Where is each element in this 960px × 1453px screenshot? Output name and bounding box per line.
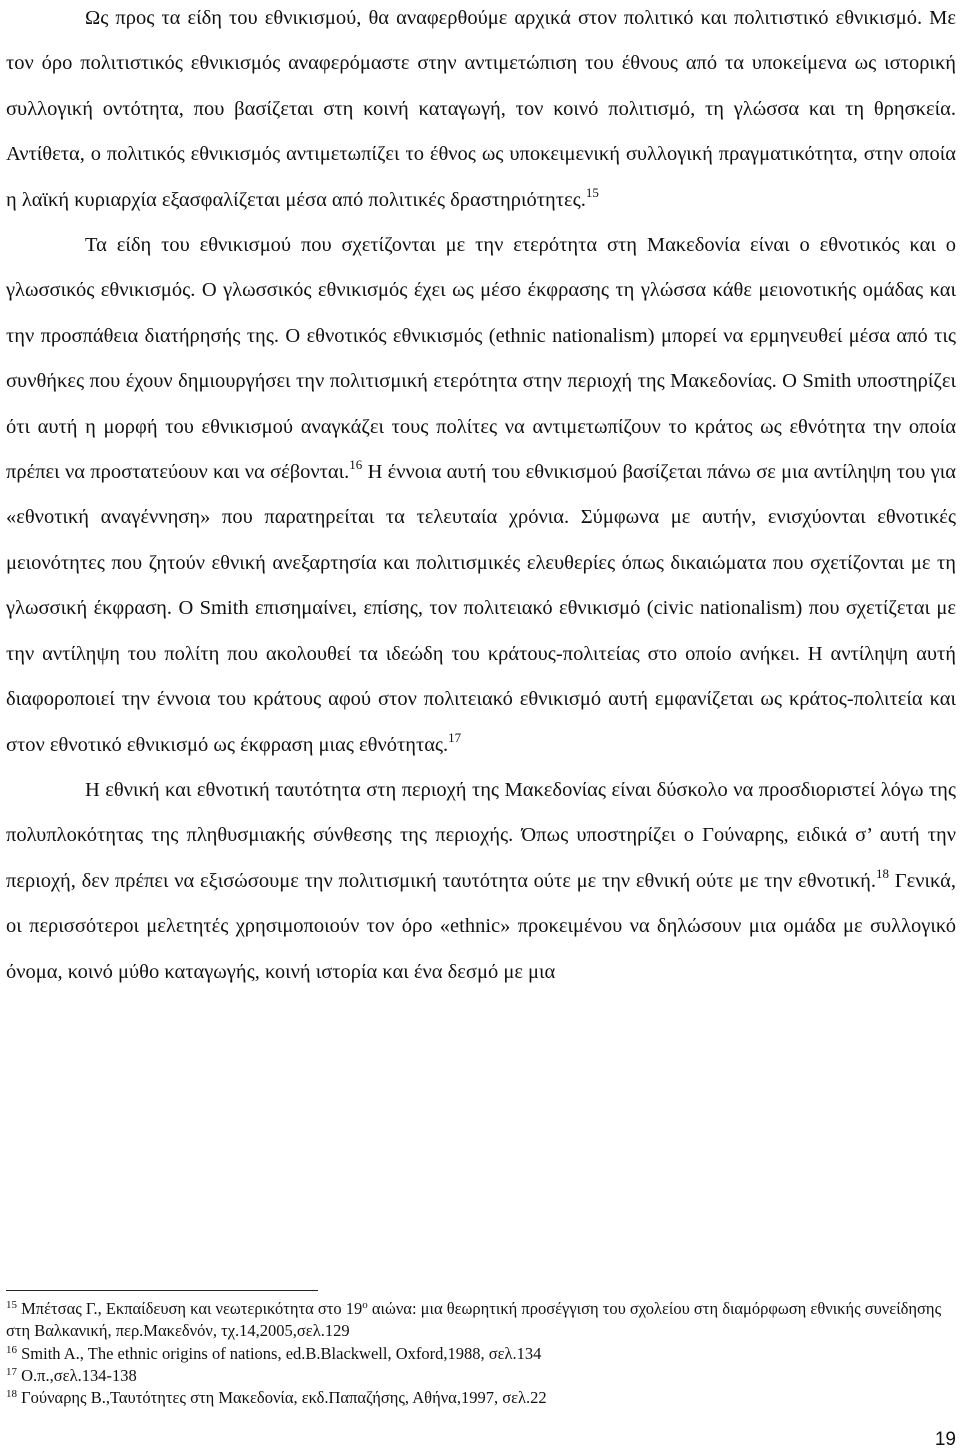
ordinal-superscript: ο	[362, 1299, 368, 1311]
footnote-number: 17	[6, 1365, 17, 1378]
paragraph-2-text-a: Τα είδη του εθνικισμού που σχετίζονται με την ετερότητα στη Μακεδονία είναι ο εθνοτικός και ο γλωσσικός εθνικισμός. Ο γλωσσικός εθνικισμός έχει ως μέσο έκφρασης τη γλώσσα κάθε μειονοτικής ομάδας και την προσπάθεια διατήρησής της. Ο εθνοτικός εθνικισμός (ethnic nationalism) μπορεί να ερμηνευθεί μέσα από τις συνθήκες που έχουν δημιουργήσει την πολιτισμική ετερότητα στην περιοχή της Μακεδονίας. Ο Smith υποστηρίζει ότι αυτή η μορφή του εθνικισμού αναγκάζει τους πολίτες να αντιμετωπίζουν το κράτος ως εθνότητα την οποία πρέπει να προστατεύουν και να σέβονται.	[6, 234, 956, 484]
footnote-separator	[6, 1290, 318, 1291]
document-page	[6, 0, 956, 995]
footnote-18	[6, 1387, 951, 1409]
paragraph-3-text-b: Γενικά, οι περισσότεροι μελετητές χρησιμοποιούν τον όρο «ethnic» προκειμένου να δηλώσουν μια ομάδα με συλλογικό όνομα, κοινό μύθο καταγωγής, κοινή ιστορία και ένα δεσμό με μια	[6, 869, 956, 983]
footnote-16	[6, 1343, 951, 1365]
footnote-number: 15	[6, 1299, 17, 1311]
footnote-text: αιώνα: μια θεωρητική προσέγγιση του σχολείου στη διαμόρφωση εθνικής συνείδησης στη Βαλκανική, περ.Μακεδνόν, τχ.14,2005,σελ.129	[6, 1299, 942, 1341]
footnote-ref-16[interactable]: 16	[349, 457, 363, 473]
footnote-ref-15[interactable]: 15	[585, 184, 599, 200]
footnote-number: 16	[6, 1343, 17, 1356]
footnote-text: Γούναρης Β.,Ταυτότητες στη Μακεδονία, εκδ.Παπαζήσης, Αθήνα,1997, σελ.22	[17, 1388, 547, 1408]
footnote-15	[6, 1298, 951, 1343]
footnote-ref-17[interactable]: 17	[448, 729, 462, 745]
page-number: 19	[934, 1429, 956, 1450]
footnote-ref-18[interactable]: 18	[876, 865, 890, 881]
paragraph-1-text: Ως προς τα είδη του εθνικισμού, θα αναφερθούμε αρχικά στον πολιτικό και πολιτιστικό εθνικισμό. Με τον όρο πολιτιστικός εθνικισμός αναφερόμαστε στην αντιμετώπιση του έθνους από τα υποκείμενα ως ιστορική συλλογική οντότητα, που βασίζεται στη κοινή καταγωγή, τον κοινό πολιτισμό, τη γλώσσα και τη θρησκεία. Αντίθετα, ο πολιτικός εθνικισμός αντιμετωπίζει το έθνος ως υποκειμενική συλλογική πραγματικότητα, στην οποία η λαϊκή κυριαρχία εξασφαλίζεται μέσα από πολιτικές δραστηριότητες.	[6, 7, 956, 211]
paragraph-3	[6, 768, 956, 995]
paragraph-2-text-b: Η έννοια αυτή του εθνικισμού βασίζεται πάνω σε μια αντίληψη του για «εθνοτική αναγέννηση» που παρατηρείται τα τελευταία χρόνια. Σύμφωνα με αυτήν, ενισχύονται εθνοτικές μειονότητες που ζητούν εθνική ανεξαρτησία και πολιτισμικές ελευθερίες όπως δικαιώματα που σχετίζονται με τη γλωσσική έκφραση. Ο Smith επισημαίνει, επίσης, τον πολιτειακό εθνικισμό (civic nationalism) που σχετίζεται με την αντίληψη του πολίτη που ακολουθεί τα ιδεώδη του κράτους-πολιτείας στο οποίο ανήκει. Η αντίληψη αυτή διαφοροποιεί την έννοια του κράτους αφού στον πολιτειακό εθνικισμό αυτή εμφανίζεται ως κράτος-πολιτεία και στον εθνοτικό εθνικισμό ως έκφραση μιας εθνότητας.	[6, 461, 956, 756]
footnote-number: 18	[6, 1388, 17, 1401]
paragraph-1	[6, 0, 956, 223]
paragraph-2	[6, 223, 956, 768]
footnote-17	[6, 1365, 951, 1387]
paragraph-3-text-a: Η εθνική και εθνοτική ταυτότητα στη περιοχή της Μακεδονίας είναι δύσκολο να προσδιοριστεί λόγω της πολυπλοκότητας της πληθυσμιακής σύνθεσης της περιοχής. Όπως υποστηρίζει ο Γούναρης, ειδικά σ’ αυτή την περιοχή, δεν πρέπει να εξισώσουμε την πολιτισμική ταυτότητα ούτε με την εθνική ούτε με την εθνοτική.	[6, 778, 956, 892]
footnotes	[6, 1298, 951, 1409]
footnote-text: Smith A., The ethnic origins of nations, ed.B.Blackwell, Oxford,1988, σελ.134	[17, 1343, 542, 1363]
footnote-text: Ο.π.,σελ.134-138	[17, 1365, 137, 1385]
footnote-text: Μπέτσας Γ., Εκπαίδευση και νεωτερικότητα στο 19	[17, 1299, 363, 1318]
